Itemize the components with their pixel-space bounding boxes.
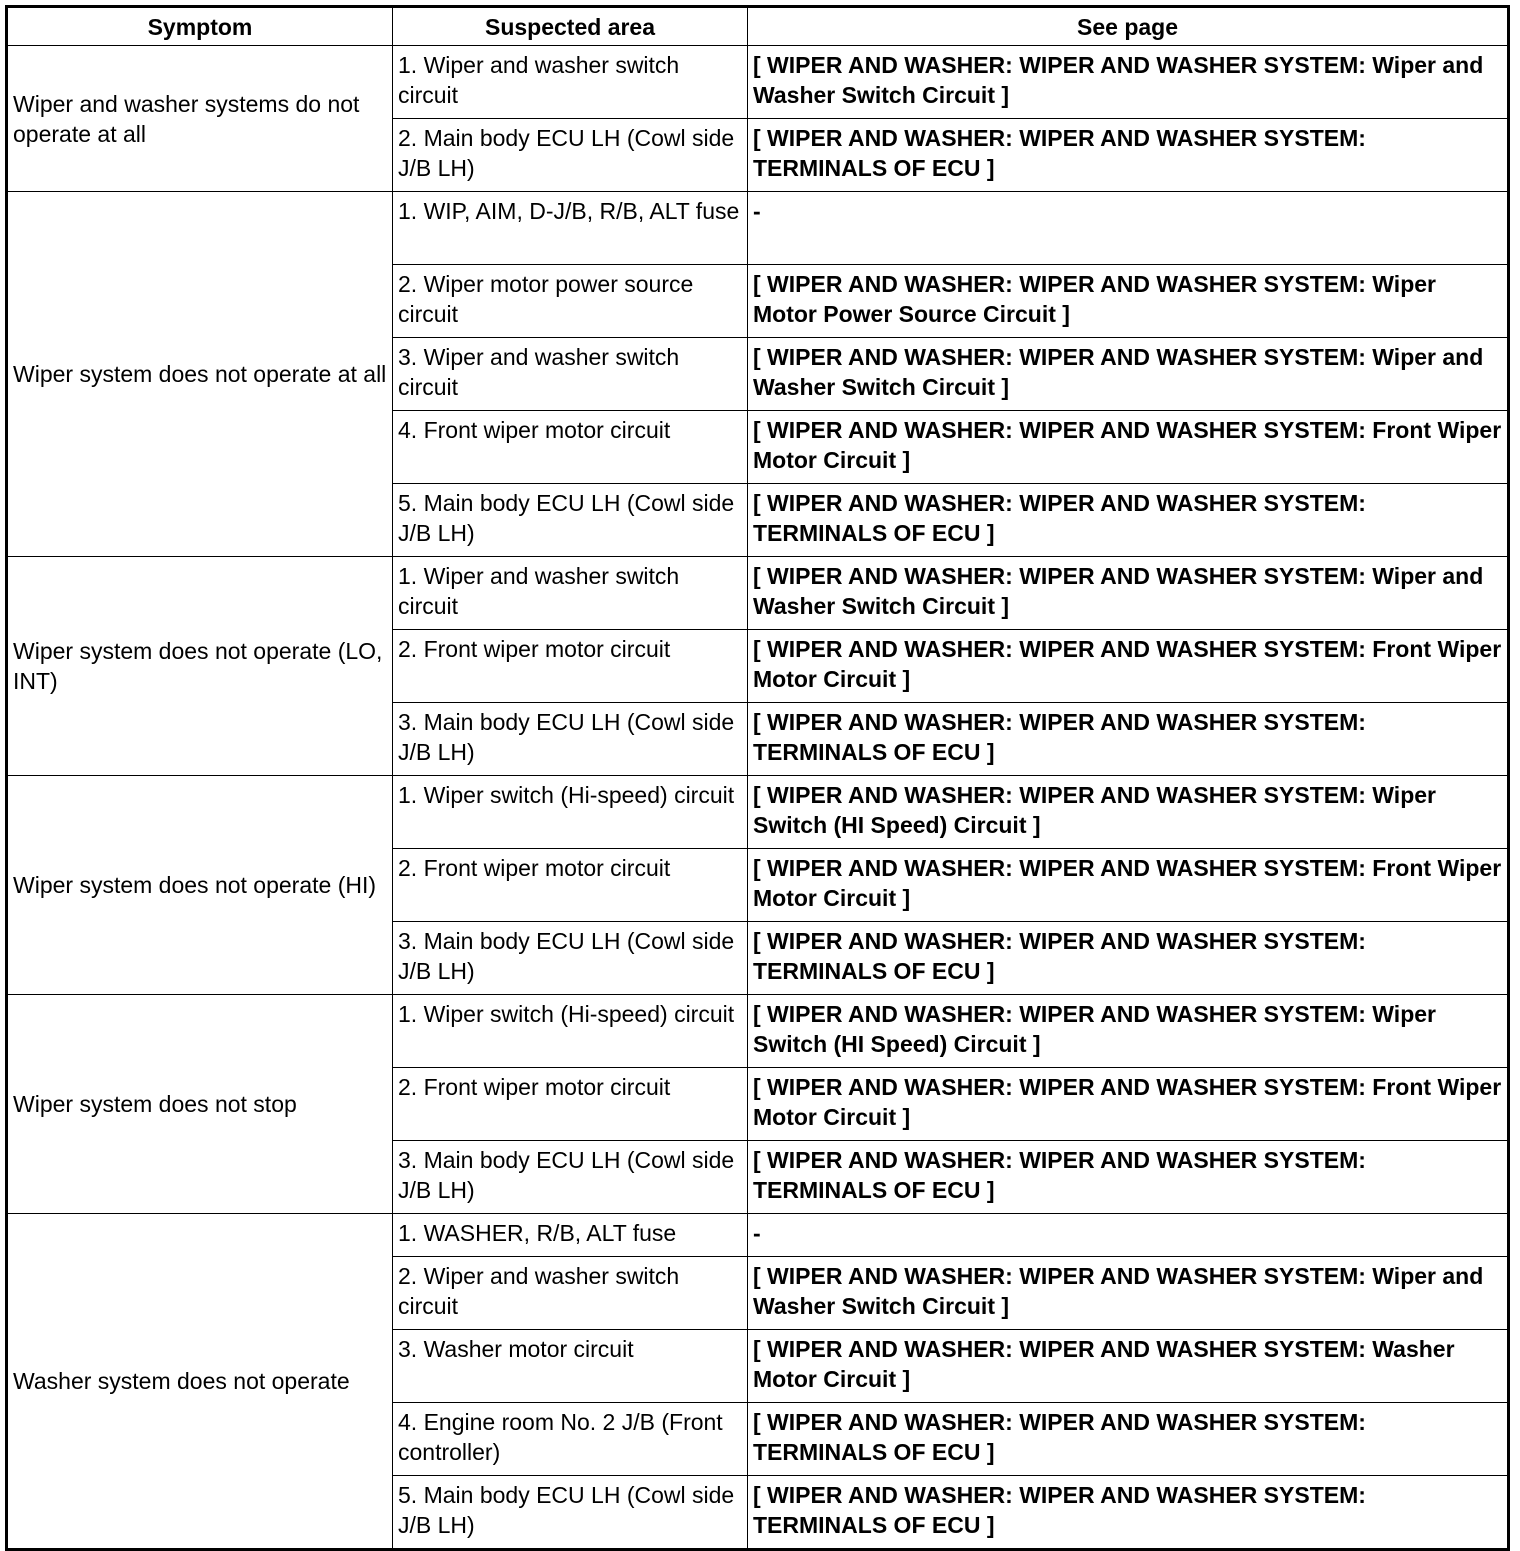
see-page-reference[interactable]: [ WIPER AND WASHER: WIPER AND WASHER SYSTEM: Wiper and Washer Switch Circuit ] <box>748 46 1509 119</box>
suspected-area-cell: 3. Wiper and washer switch circuit <box>393 338 748 411</box>
suspected-area-cell: 2. Front wiper motor circuit <box>393 630 748 703</box>
table-row <box>7 1214 1509 1257</box>
see-page-reference[interactable]: [ WIPER AND WASHER: WIPER AND WASHER SYSTEM: TERMINALS OF ECU ] <box>748 1141 1509 1214</box>
see-page-reference[interactable]: [ WIPER AND WASHER: WIPER AND WASHER SYSTEM: Front Wiper Motor Circuit ] <box>748 630 1509 703</box>
suspected-area-cell: 1. Wiper switch (Hi-speed) circuit <box>393 776 748 849</box>
see-page-reference[interactable]: [ WIPER AND WASHER: WIPER AND WASHER SYSTEM: TERMINALS OF ECU ] <box>748 703 1509 776</box>
suspected-area-cell: 1. Wiper and washer switch circuit <box>393 557 748 630</box>
suspected-area-cell: 3. Washer motor circuit <box>393 1330 748 1403</box>
troubleshooting-table <box>5 5 1510 1551</box>
suspected-area-cell: 1. Wiper and washer switch circuit <box>393 46 748 119</box>
suspected-area-cell: 2. Wiper motor power source circuit <box>393 265 748 338</box>
suspected-area-cell: 2. Front wiper motor circuit <box>393 1068 748 1141</box>
symptom-cell: Wiper system does not operate at all <box>7 192 393 557</box>
see-page-reference[interactable]: [ WIPER AND WASHER: WIPER AND WASHER SYSTEM: TERMINALS OF ECU ] <box>748 484 1509 557</box>
header-symptom: Symptom <box>7 7 393 46</box>
suspected-area-cell: 2. Main body ECU LH (Cowl side J/B LH) <box>393 119 748 192</box>
see-page-reference[interactable]: [ WIPER AND WASHER: WIPER AND WASHER SYSTEM: TERMINALS OF ECU ] <box>748 1476 1509 1550</box>
table-row <box>7 995 1509 1068</box>
symptom-cell: Washer system does not operate <box>7 1214 393 1550</box>
see-page-reference[interactable]: [ WIPER AND WASHER: WIPER AND WASHER SYSTEM: Wiper and Washer Switch Circuit ] <box>748 557 1509 630</box>
header-suspected-area: Suspected area <box>393 7 748 46</box>
suspected-area-cell: 4. Engine room No. 2 J/B (Front controller) <box>393 1403 748 1476</box>
suspected-area-cell: 3. Main body ECU LH (Cowl side J/B LH) <box>393 703 748 776</box>
see-page-reference[interactable]: [ WIPER AND WASHER: WIPER AND WASHER SYSTEM: TERMINALS OF ECU ] <box>748 119 1509 192</box>
suspected-area-cell: 5. Main body ECU LH (Cowl side J/B LH) <box>393 484 748 557</box>
symptom-cell: Wiper and washer systems do not operate at all <box>7 46 393 192</box>
see-page-reference[interactable]: [ WIPER AND WASHER: WIPER AND WASHER SYSTEM: Washer Motor Circuit ] <box>748 1330 1509 1403</box>
see-page-reference[interactable]: [ WIPER AND WASHER: WIPER AND WASHER SYSTEM: Wiper Switch (HI Speed) Circuit ] <box>748 995 1509 1068</box>
see-page-reference[interactable]: [ WIPER AND WASHER: WIPER AND WASHER SYSTEM: TERMINALS OF ECU ] <box>748 922 1509 995</box>
suspected-area-cell: 5. Main body ECU LH (Cowl side J/B LH) <box>393 1476 748 1550</box>
table-row <box>7 192 1509 265</box>
table-row <box>7 46 1509 119</box>
table-row <box>7 557 1509 630</box>
table-body <box>7 46 1509 1550</box>
suspected-area-cell: 3. Main body ECU LH (Cowl side J/B LH) <box>393 922 748 995</box>
see-page-reference[interactable]: [ WIPER AND WASHER: WIPER AND WASHER SYSTEM: TERMINALS OF ECU ] <box>748 1403 1509 1476</box>
see-page-reference[interactable]: [ WIPER AND WASHER: WIPER AND WASHER SYSTEM: Front Wiper Motor Circuit ] <box>748 411 1509 484</box>
see-page-reference[interactable]: [ WIPER AND WASHER: WIPER AND WASHER SYSTEM: Wiper and Washer Switch Circuit ] <box>748 338 1509 411</box>
suspected-area-cell: 1. Wiper switch (Hi-speed) circuit <box>393 995 748 1068</box>
header-row <box>7 7 1509 46</box>
see-page-reference: - <box>748 192 1509 265</box>
suspected-area-cell: 2. Front wiper motor circuit <box>393 849 748 922</box>
header-see-page: See page <box>748 7 1509 46</box>
table-row <box>7 776 1509 849</box>
suspected-area-cell: 3. Main body ECU LH (Cowl side J/B LH) <box>393 1141 748 1214</box>
symptom-cell: Wiper system does not operate (HI) <box>7 776 393 995</box>
suspected-area-cell: 1. WIP, AIM, D-J/B, R/B, ALT fuse <box>393 192 748 265</box>
see-page-reference[interactable]: [ WIPER AND WASHER: WIPER AND WASHER SYSTEM: Front Wiper Motor Circuit ] <box>748 1068 1509 1141</box>
see-page-reference[interactable]: [ WIPER AND WASHER: WIPER AND WASHER SYSTEM: Wiper Motor Power Source Circuit ] <box>748 265 1509 338</box>
see-page-reference[interactable]: [ WIPER AND WASHER: WIPER AND WASHER SYSTEM: Front Wiper Motor Circuit ] <box>748 849 1509 922</box>
symptom-cell: Wiper system does not operate (LO, INT) <box>7 557 393 776</box>
symptom-cell: Wiper system does not stop <box>7 995 393 1214</box>
suspected-area-cell: 1. WASHER, R/B, ALT fuse <box>393 1214 748 1257</box>
suspected-area-cell: 4. Front wiper motor circuit <box>393 411 748 484</box>
see-page-reference[interactable]: [ WIPER AND WASHER: WIPER AND WASHER SYSTEM: Wiper Switch (HI Speed) Circuit ] <box>748 776 1509 849</box>
see-page-reference[interactable]: [ WIPER AND WASHER: WIPER AND WASHER SYSTEM: Wiper and Washer Switch Circuit ] <box>748 1257 1509 1330</box>
see-page-reference: - <box>748 1214 1509 1257</box>
suspected-area-cell: 2. Wiper and washer switch circuit <box>393 1257 748 1330</box>
